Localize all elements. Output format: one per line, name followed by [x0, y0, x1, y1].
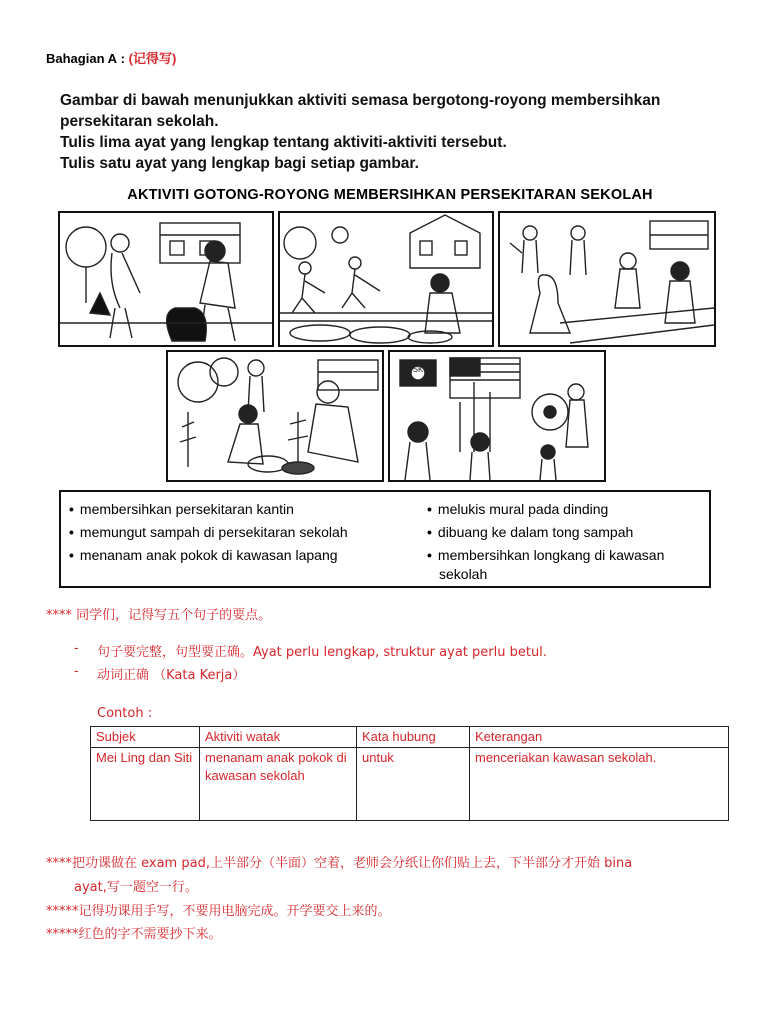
example-table	[90, 726, 729, 821]
hint-item: • membersihkan persekitaran kantin	[69, 501, 294, 517]
note-handwrite: *****记得功课用手写，不要用电脑完成。开学要交上来的。	[46, 904, 391, 919]
hint-item: • melukis mural pada dinding	[427, 501, 609, 517]
table-cell: untuk	[357, 748, 470, 821]
instruction-line: Tulis lima ayat yang lengkap tentang aktiviti-aktiviti tersebut.	[60, 134, 507, 151]
dash-marker: -	[74, 641, 79, 656]
section-heading: Bahagian A : (记得写)	[46, 51, 177, 66]
hint-item-cont: sekolah	[439, 566, 488, 582]
rubbish-illustration	[60, 213, 272, 345]
canteen-illustration	[500, 213, 714, 345]
note-complete-sentence: 句子要完整，句型要正确。Ayat perlu lengkap, struktur ayat perlu betul.	[97, 645, 547, 660]
picture-panel-mural	[388, 350, 606, 482]
table-header: Kata hubung	[357, 727, 470, 748]
heading-tag: (记得写)	[128, 51, 177, 66]
instruction-line: Gambar di bawah menunjukkan aktiviti semasa bergotong-royong membersihkan	[60, 92, 661, 109]
drain-illustration	[280, 213, 492, 345]
hint-item: • memungut sampah di persekitaran sekolah	[69, 524, 348, 540]
instruction-line: Tulis satu ayat yang lengkap bagi setiap gambar.	[60, 155, 419, 172]
hint-box	[59, 490, 711, 588]
hint-item: • membersihkan longkang di kawasan	[427, 547, 665, 563]
note-exam-pad: ****把功课做在 exam pad,上半部分（半面）空着，老师会分纸让你们贴上去，下半部分才开始 bina	[46, 856, 633, 871]
picture-panel-drain	[278, 211, 494, 347]
note-exam-pad-cont: ayat,写一题空一行。	[74, 880, 198, 895]
mural-illustration	[390, 352, 604, 480]
mural-sign: SK	[412, 365, 424, 374]
table-cell: menanam anak pokok di kawasan sekolah	[200, 748, 357, 821]
hint-item: • menanam anak pokok di kawasan lapang	[69, 547, 338, 563]
instruction-line: persekitaran sekolah.	[60, 113, 219, 130]
planting-illustration	[168, 352, 382, 480]
picture-panel-canteen	[498, 211, 716, 347]
table-header: Aktiviti watak	[200, 727, 357, 748]
picture-panel-rubbish	[58, 211, 274, 347]
hint-item: • dibuang ke dalam tong sampah	[427, 524, 634, 540]
note-verb: 动词正确 （Kata Kerja）	[97, 668, 246, 683]
table-header: Subjek	[91, 727, 200, 748]
note-red-text: *****红色的字不需要抄下来。	[46, 927, 222, 942]
note-five-sentences: **** 同学们，记得写五个句子的要点。	[46, 608, 272, 623]
table-cell: Mei Ling dan Siti	[91, 748, 200, 821]
instructions	[60, 90, 720, 174]
picture-panel-planting	[166, 350, 384, 482]
table-header: Keterangan	[470, 727, 729, 748]
table-cell: menceriakan kawasan sekolah.	[470, 748, 729, 821]
picture-title: AKTIVITI GOTONG-ROYONG MEMBERSIHKAN PERSEKITARAN SEKOLAH	[127, 187, 653, 203]
example-label: Contoh :	[97, 706, 153, 721]
dash-marker: -	[74, 664, 79, 679]
